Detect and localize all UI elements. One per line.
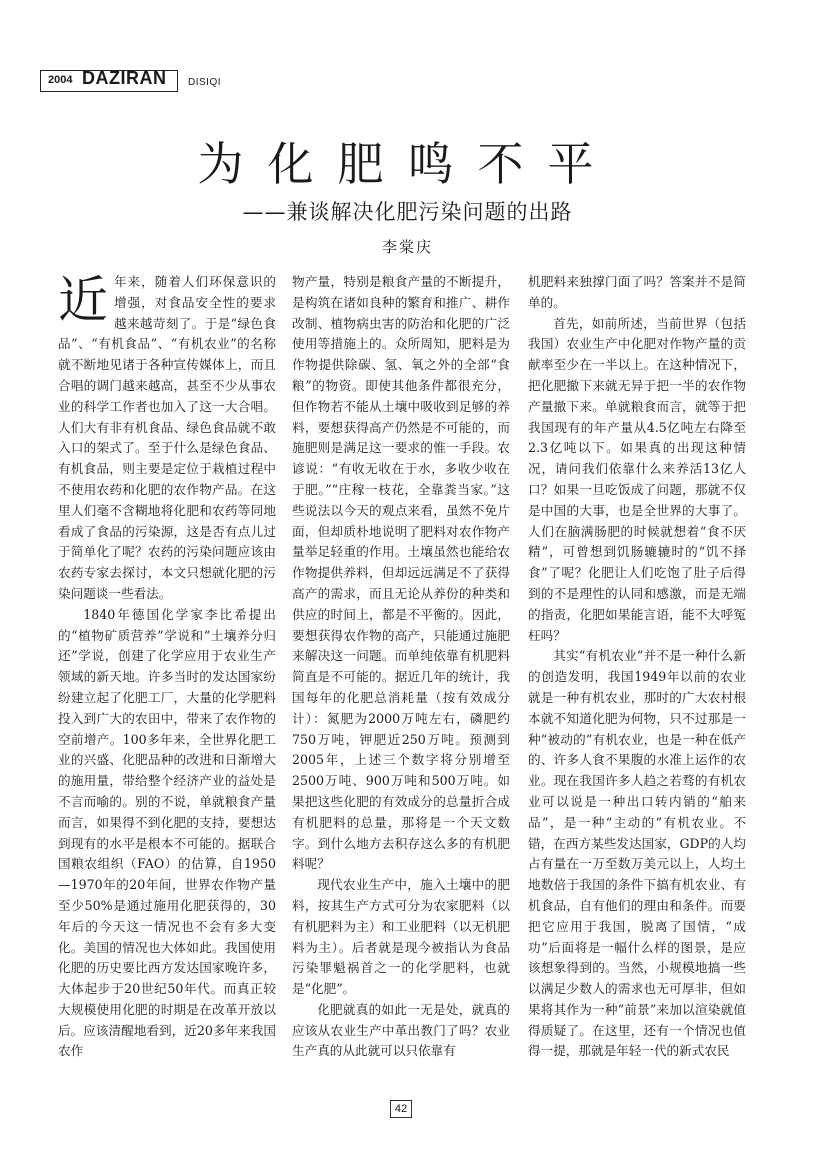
- article-title: 为化肥鸣不平: [197, 137, 618, 191]
- paragraph: 其实“有机农业”并不是一种什么新的创造发明，我国1949年以前的农业就是一种有机农业，那时的广大农村根本就不知道化肥为何物，只不过那是一种“被动的”有机农业，也是一种在低产的、许多人食不果腹的水准上运作的农业。现在我国许多人趋之若骛的有机农业可以说是一种出口转内销的“舶来品”，是一种“主动的”有机农业。不错，在西方某些发达国家，GDP的人均占有量在一万至数万美元以上，人均土地数倍于我国的条件下搞有机农业、有机食品，自有他们的理由和条件。而要把它应用于我国，脱离了国情，“成功”后面将是一幅什么样的图景，是应该想象得到的。当然，小规模地搞一些以满足少数人的需求也无可厚非，但如果将其作为一种“前景”来加以渲染就值得质疑了。在这里，还有一个情况也值得一提，那就是年轻一代的新式农民: [528, 648, 746, 1059]
- journal-header: [40, 60, 300, 96]
- paragraph: 现代农业生产中，施入土壤中的肥料，按其生产方式可分为农家肥料（以有机肥料为主）和工业肥料（以无机肥料为主）。后者就是现今被指认为食品污染罪魁祸首之一的化学肥料，也就是“化肥”。: [292, 877, 510, 997]
- paragraph: 机肥料来独撑门面了吗？答案并不是简单的。: [528, 274, 746, 310]
- page-number: 42: [390, 1100, 412, 1118]
- drop-cap: 近: [58, 272, 108, 329]
- paragraph: 首先，如前所述，当前世界（包括我国）农业生产中化肥对作物产量的贡献率至少在一半以上。在这种情况下，把化肥撤下来就无异于把一半的农作物产量撤下来。单就粮食而言，就等于把我国现有的年产量从4.5亿吨左右降至2.3亿吨以下。如果真的出现这种情况，请问我们依靠什么来养活13亿人口？如果一旦吃饭成了问题，那就不仅是中国的大事，也是全世界的大事了。人们在脑满肠肥的时候就想着“食不厌精”，可曾想到饥肠辘辘时的“饥不择食”了呢？化肥让人们吃饱了肚子后得到的不是理性的认同和感激，而是无端的指责，化肥如果能言语，能不大呼冤枉吗？: [528, 315, 746, 643]
- header-section: DISIQI: [188, 77, 222, 88]
- paragraph: 化肥就真的如此一无是处，就真的应该从农业生产中革出教门了吗？农业生产真的从此就可以只依靠有: [292, 1001, 510, 1059]
- article-author: 李棠庆: [381, 238, 433, 256]
- paragraph: 年来，随着人们环保意识的增强，对食品安全性的要求越来越苛刻了。于是“绿色食品”、“有机食品”、“有机农业”的名称就不断地见诸于各种宣传媒体上，而且合唱的调门越来越高，甚至不少从事农业的科学工作者也加入了这一大合唱。人们大有非有机食品、绿色食品就不敢入口的架式了。至于什么是绿色食品、有机食品，则主要是定位于栽植过程中不使用农药和化肥的农作物产品。在这里人们毫不含糊地将化肥和农药等同地看成了食品的污染源，这是否有点儿过于简单化了呢？农药的污染问题应该由农药专家去探讨，本文只想就化肥的污染问题谈一些看法。: [58, 274, 276, 601]
- header-year: 2004: [48, 74, 73, 86]
- paragraph: 物产量，特别是粮食产量的不断提升，是构筑在诸如良种的繁育和推广、耕作改制、植物病虫害的防治和化肥的广泛使用等措施上的。众所周知，肥料是为作物提供除碳、氢、氧之外的全部“食粮”的物资。即使其他条件都很充分，但作物若不能从土壤中吸收到足够的养料，要想获得高产仍然是不可能的，而施肥则是满足这一要求的惟一手段。农谚说：“有收无收在于水，多收少收在于肥。”“庄稼一枝花，全靠粪当家。”这些说法以今天的观点来看，虽然不免片面，但却质朴地说明了肥料对农作物产量举足轻重的作用。土壤虽然也能给农作物提供养料，但却远远满足不了获得高产的需求，而且无论从养份的种类和供应的时间上，都是不平衡的。因此，要想获得农作物的高产，只能通过施肥来解决这一问题。而单纯依靠有机肥料简直是不可能的。据近几年的统计，我国每年的化肥总消耗量（按有效成分计）：氮肥为2000万吨左右，磷肥约750万吨，钾肥近250万吨。预测到2005年，上述三个数字将分别增至2500万吨、900万吨和500万吨。如果把这些化肥的有效成分的总量折合成有机肥料的总量，那将是一个天文数字。到什么地方去积存这么多的有机肥料呢？: [292, 274, 510, 872]
- header-journal-name: DAZIRAN: [82, 68, 167, 88]
- text-column-3: [528, 272, 746, 1072]
- text-column-1: [58, 272, 276, 1072]
- paragraph: 1840年德国化学家李比希提出的“植物矿质营养”学说和“土壤养分归还”学说，创建了化学应用于农业生产领域的新天地。许多当时的发达国家纷纷建立起了化肥工厂，大量的化学肥料投入到广大的农田中，带来了农作物的空前增产。100多年来，全世界化肥工业的兴盛、化肥品种的改进和日渐增大的施用量，带给整个经济产业的益处是不言而喻的。别的不说，单就粮食产量而言，如果得不到化肥的支持，要想达到现有的水平是根本不可能的。据联合国粮农组织（FAO）的估算，自1950—1970年的20年间，世界农作物产量至少50%是通过施用化肥获得的，30年后的今天这一情况也不会有多大变化。美国的情况也大体如此。我国使用化肥的历史要比西方发达国家晚许多，大体起步于20世纪50年代。而真正较大规模使用化肥的时期是在改革开放以后。应该清醒地看到，近20多年来我国农作: [58, 606, 276, 1059]
- text-column-2: [292, 272, 510, 1072]
- article-subtitle: ——兼谈解决化肥污染问题的出路: [242, 200, 573, 224]
